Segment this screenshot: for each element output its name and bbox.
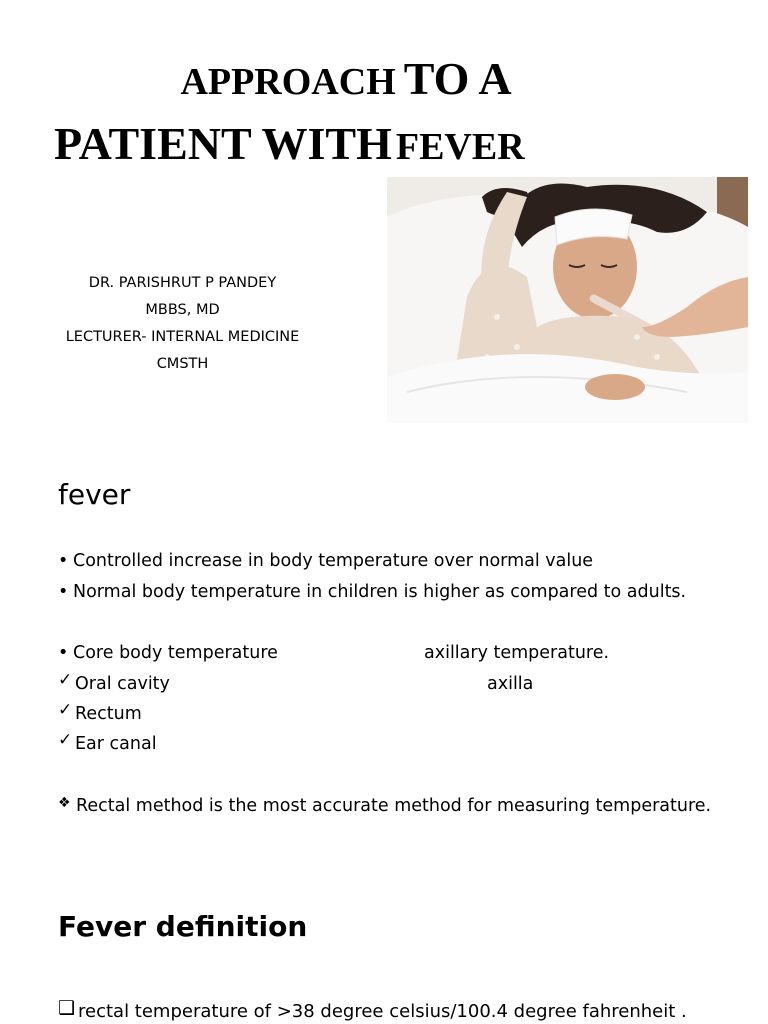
author-institution: CMSTH [156,356,209,372]
title-word-patient-with: PATIENT WITH [54,118,392,169]
rectal-note [58,796,711,816]
site-item [58,670,170,694]
list-item [58,551,593,571]
fever-definition-heading: Fever definition [58,910,308,943]
child-with-thermometer-photo [387,177,748,423]
checkmark-icon: ✓ [58,730,73,750]
title-word-to-a: TO A [403,53,512,104]
title-line-1 [0,52,680,117]
checkmark-icon: ✓ [58,700,73,720]
site-text: Oral cavity [75,674,170,694]
title-word-fever: FEVER [395,126,525,168]
bullet-icon: • [58,582,69,602]
author-block [50,270,315,378]
title-line-2 [0,117,680,182]
definition-text: rectal temperature of >38 degree celsius/100.4 degree fahrenheit . [78,1001,687,1022]
core-temperature-label: Core body temperature [73,643,278,663]
site-text: Ear canal [75,734,157,754]
bullet-icon: • [58,551,69,571]
core-temperature-row [58,643,278,663]
fever-heading: fever [58,478,131,511]
site-item [58,700,142,724]
axillary-temperature-label: axillary temperature. [424,643,610,663]
bullet-text: Normal body temperature in children is higher as compared to adults. [73,582,687,602]
list-item [58,582,686,602]
author-position: LECTURER- INTERNAL MEDICINE [65,329,300,345]
diamond-bullet-icon: ❖ [58,795,71,811]
definition-item [58,997,687,1022]
checkmark-icon: ✓ [58,670,73,690]
slide-title [0,52,680,182]
site-text: Rectum [75,704,142,724]
square-bullet-icon: ❑ [58,997,76,1019]
site-item [58,730,157,754]
photo-illustration [387,177,748,423]
bullet-icon: • [58,643,69,663]
author-name: DR. PARISHRUT P PANDEY [88,275,277,291]
bullet-text: Controlled increase in body temperature over normal value [73,551,594,571]
rectal-note-text: Rectal method is the most accurate method for measuring temperature. [76,796,712,816]
axilla-label: axilla [487,674,534,694]
author-degree: MBBS, MD [145,302,220,318]
title-word-approach: APPROACH [180,61,396,103]
